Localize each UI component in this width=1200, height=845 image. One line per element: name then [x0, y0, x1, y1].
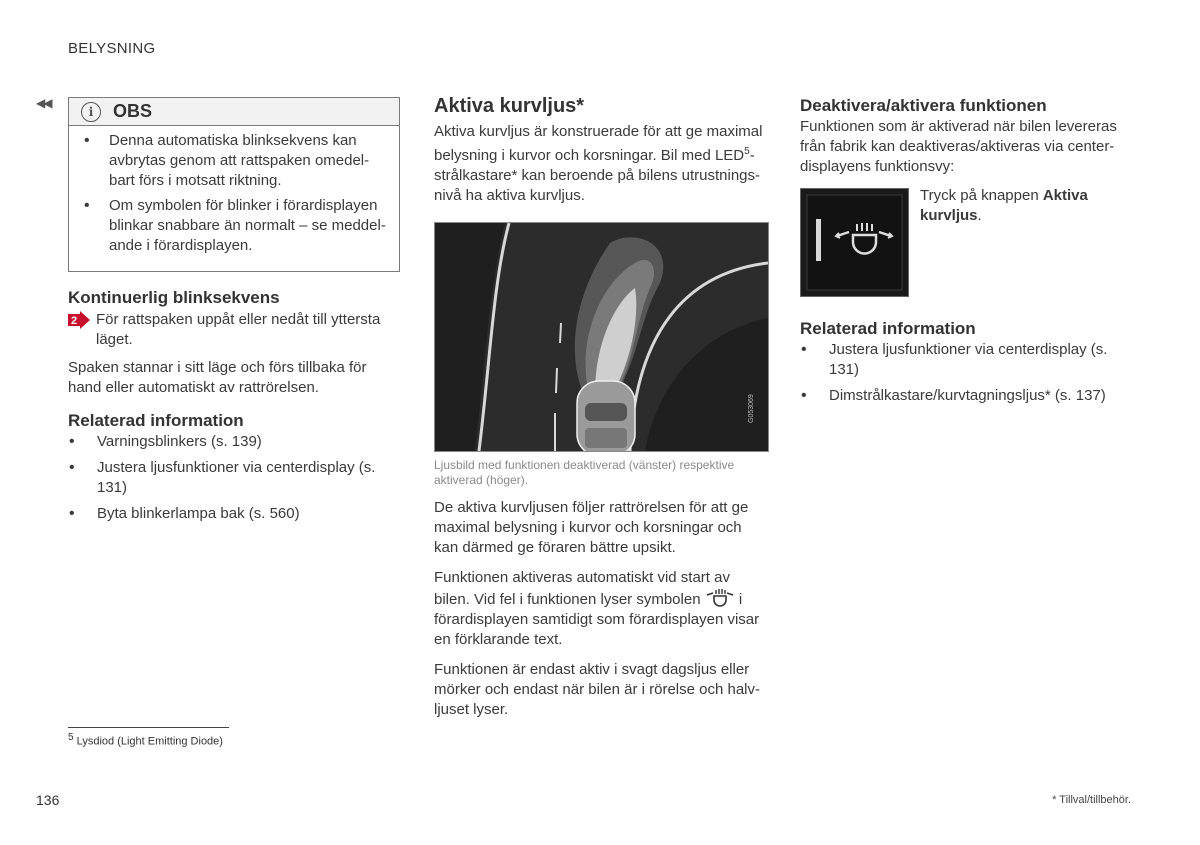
- paragraph-spaken: Spaken stannar i sitt läge och förs tillbaka för hand eller automatiskt av rattrörelsen.: [68, 359, 367, 396]
- article-title: Aktiva kurvljus*: [434, 95, 585, 117]
- button-text-suffix: .: [977, 207, 982, 224]
- related-link[interactable]: • Byta blinkerlampa bak (s. 560): [97, 504, 400, 524]
- related-link[interactable]: • Justera ljusfunktioner via centerdisplay (s. 131): [829, 340, 1120, 380]
- heading-kontinuerlig: Kontinuerlig blinksekvens: [68, 288, 280, 307]
- step-text: För rattspaken uppåt eller nedåt till yttersta läget.: [96, 311, 381, 348]
- footnote-ref[interactable]: 5: [744, 146, 750, 157]
- step-number: 2: [70, 315, 78, 327]
- info-icon: i: [81, 102, 101, 122]
- intro-text-1: Aktiva kurvljus är konstruerade för att ge maximal belysning i kurvor och korsningar. Bil med LED: [434, 123, 763, 164]
- aktiva-kurvljus-button-image: [800, 188, 909, 297]
- para2-text-1: Funktionen aktiveras automatiskt vid start av bilen. Vid fel i funktionen lyser symbolen: [434, 569, 730, 608]
- obs-title: OBS: [113, 101, 153, 121]
- related-link[interactable]: • Varningsblinkers (s. 139): [97, 432, 400, 452]
- middle-column: [434, 95, 769, 720]
- heading-deaktivera: Deaktivera/aktivera funktionen: [800, 96, 1047, 115]
- obs-header: [69, 98, 399, 126]
- related-heading-right: Relaterad information: [800, 319, 976, 338]
- image-caption: Ljusbild med funktionen deaktiverad (vänster) respektive aktiverad (höger).: [434, 458, 735, 487]
- left-column: [68, 97, 400, 530]
- tillval-note: * Tillval/tillbehör.: [1052, 794, 1131, 806]
- related-link[interactable]: • Dimstrålkastare/kurvtagningsljus* (s. 137): [829, 386, 1120, 406]
- curve-light-button-icon: [801, 189, 908, 296]
- related-heading: Relaterad information: [68, 411, 244, 430]
- paragraph-3: Funktionen är endast aktiv i svagt dagsljus eller mörker och endast när bilen är i rörelse och halv-ljuset lyser.: [434, 661, 760, 718]
- right-column: [800, 96, 1120, 412]
- para2-text-2: i förardisplayen samtidigt som förardisplayen visar en förklarande text.: [434, 591, 760, 648]
- page-number: 136: [36, 792, 60, 808]
- curve-light-warning-icon: [705, 588, 735, 608]
- curve-light-illustration: [434, 222, 769, 452]
- related-link[interactable]: • Justera ljusfunktioner via centerdisplay (s. 131): [97, 458, 400, 498]
- button-instruction-text: [920, 186, 1120, 297]
- footnote: [68, 732, 223, 748]
- intro-paragraph: [434, 122, 769, 206]
- paragraph-2: [434, 568, 769, 650]
- step-item: [68, 310, 400, 350]
- related-list: [68, 432, 400, 524]
- section-title: BELYSNING: [68, 40, 156, 57]
- button-name: Aktiva kurvljus: [920, 187, 1088, 224]
- footnote-text: Lysdiod (Light Emitting Diode): [76, 735, 223, 748]
- road-beam-graphic: [435, 223, 768, 451]
- obs-note-box: [68, 97, 400, 272]
- button-text-prefix: Tryck på knappen: [920, 187, 1043, 204]
- obs-list: [69, 126, 399, 271]
- button-instruction: [800, 188, 1120, 297]
- footnote-divider: [68, 727, 229, 728]
- obs-item: • Om symbolen för blinker i förardisplayen blinkar snabbare än normalt – se meddel-ande i förardisplayen.: [109, 196, 387, 256]
- back-nav-icon[interactable]: ◀◀: [36, 96, 51, 110]
- step-arrow-icon: [68, 311, 90, 329]
- intro-text-2: -strålkastare* kan beroende på bilens utrustnings-nivå ha aktiva kurvljus.: [434, 147, 761, 204]
- image-code: G053069: [748, 394, 755, 423]
- related-list-right: [800, 340, 1120, 406]
- obs-item: • Denna automatiska blinksekvens kan avbrytas genom att rattspaken omedel-bart förs i motsatt riktning.: [109, 131, 387, 191]
- footnote-number: 5: [68, 732, 74, 743]
- paragraph-deaktivera: Funktionen som är aktiverad när bilen levereras från fabrik kan deaktiveras/aktiveras via center-displayens funktionsvy:: [800, 118, 1117, 175]
- paragraph-1: De aktiva kurvljusen följer rattrörelsen för att ge maximal belysning i kurvor och korsningar och kan därmed ge föraren bättre upsikt.: [434, 499, 749, 556]
